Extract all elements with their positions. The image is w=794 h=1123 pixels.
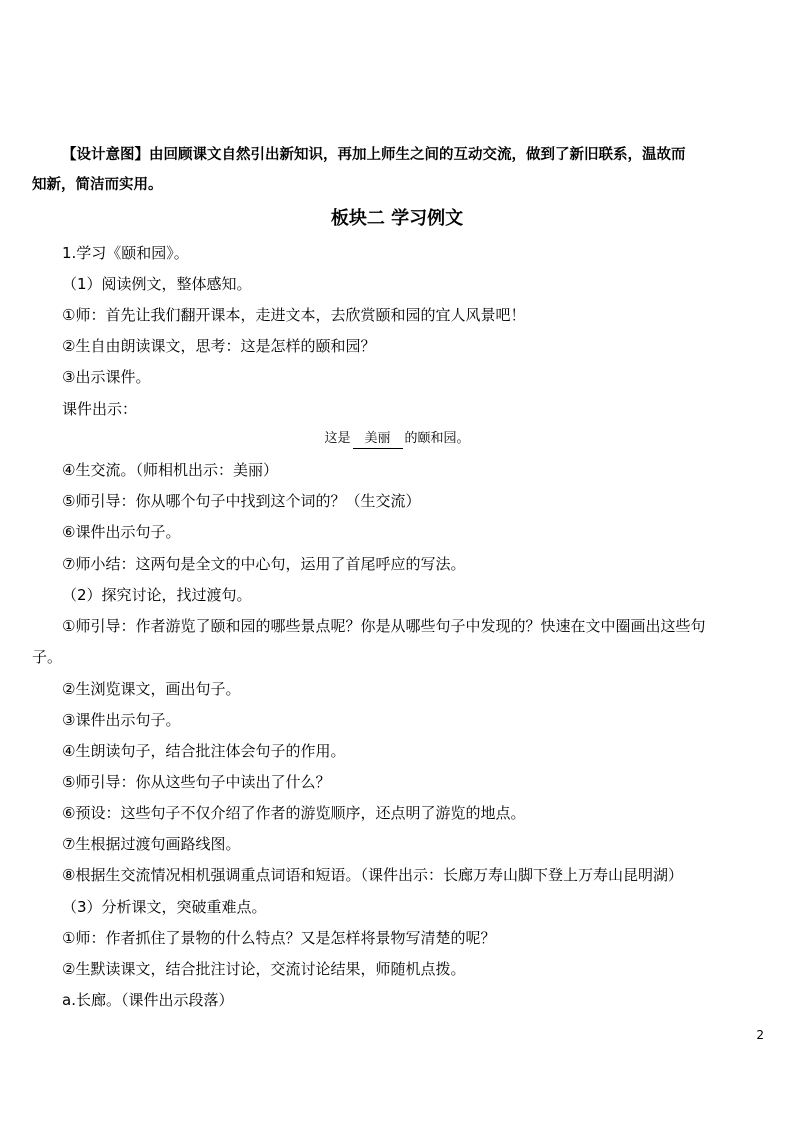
paragraph-line: ③出示课件。 [62,368,151,386]
paragraph-line: ⑤师引导：你从这些句子中读出了什么？ [62,773,331,791]
design-intent-line-1: 【设计意图】由回顾课文自然引出新知识，再加上师生之间的互动交流，做到了新旧联系，温故而 [62,146,686,163]
paragraph-line: ⑤师引导：你从哪个句子中找到这个词的？（生交流） [62,492,421,510]
paragraph-line: 子。 [32,648,63,666]
paragraph-line: ①师引导：作者游览了颐和园的哪些景点呢？你是从哪些句子中发现的？快速在文中圈画出这些句 [62,617,706,635]
paragraph-line: ⑦师小结：这两句是全文的中心句，运用了首尾呼应的写法。 [62,555,466,573]
paragraph-line: ④生朗读句子，结合批注体会句子的作用。 [62,742,346,760]
paragraph-line: ①师：作者抓住了景物的什么特点？又是怎样将景物写清楚的呢？ [62,929,496,947]
paragraph-line: ⑥预设：这些句子不仅介绍了作者的游览顺序，还点明了游览的地点。 [62,804,526,822]
paragraph-line: ⑦生根据过渡句画路线图。 [62,835,241,853]
paragraph-line: （2）探究讨论，找过渡句。 [62,586,252,604]
slide-sentence-suffix: 的颐和园。 [404,431,470,446]
paragraph-line: ③课件出示句子。 [62,711,181,729]
slide-sentence [0,430,794,449]
paragraph-line: ⑧根据生交流情况相机强调重点词语和短语。（课件出示：长廊万寿山脚下登上万寿山昆明湖） [62,866,683,884]
paragraph-line: ②生默读课文，结合批注讨论，交流讨论结果，师随机点拨。 [62,960,466,978]
paragraph-line: ⑥课件出示句子。 [62,523,181,541]
paragraph-line: ②生自由朗读课文，思考：这是怎样的颐和园？ [62,337,376,355]
section-heading: 板块二 学习例文 [330,208,464,229]
paragraph-line: 1.学习《颐和园》。 [62,244,189,262]
paragraph-line: （3）分析课文，突破重难点。 [62,898,267,916]
paragraph-line: 课件出示： [62,400,138,418]
paragraph-line: （1）阅读例文，整体感知。 [62,275,252,293]
paragraph-line: ④生交流。（师相机出示：美丽） [62,461,278,479]
paragraph-line: ①师：首先让我们翻开课本，走进文本，去欣赏颐和园的宜人风景吧！ [62,306,526,324]
page-number: 2 [756,1028,764,1042]
paragraph-line: ②生浏览课文，画出句子。 [62,680,241,698]
paragraph-line: a.长廊。（课件出示段落） [62,991,234,1009]
slide-sentence-blank: 美丽 [353,430,403,449]
design-intent-line-2: 知新，简洁而实用。 [32,176,163,193]
slide-sentence-prefix: 这是 [324,431,351,446]
